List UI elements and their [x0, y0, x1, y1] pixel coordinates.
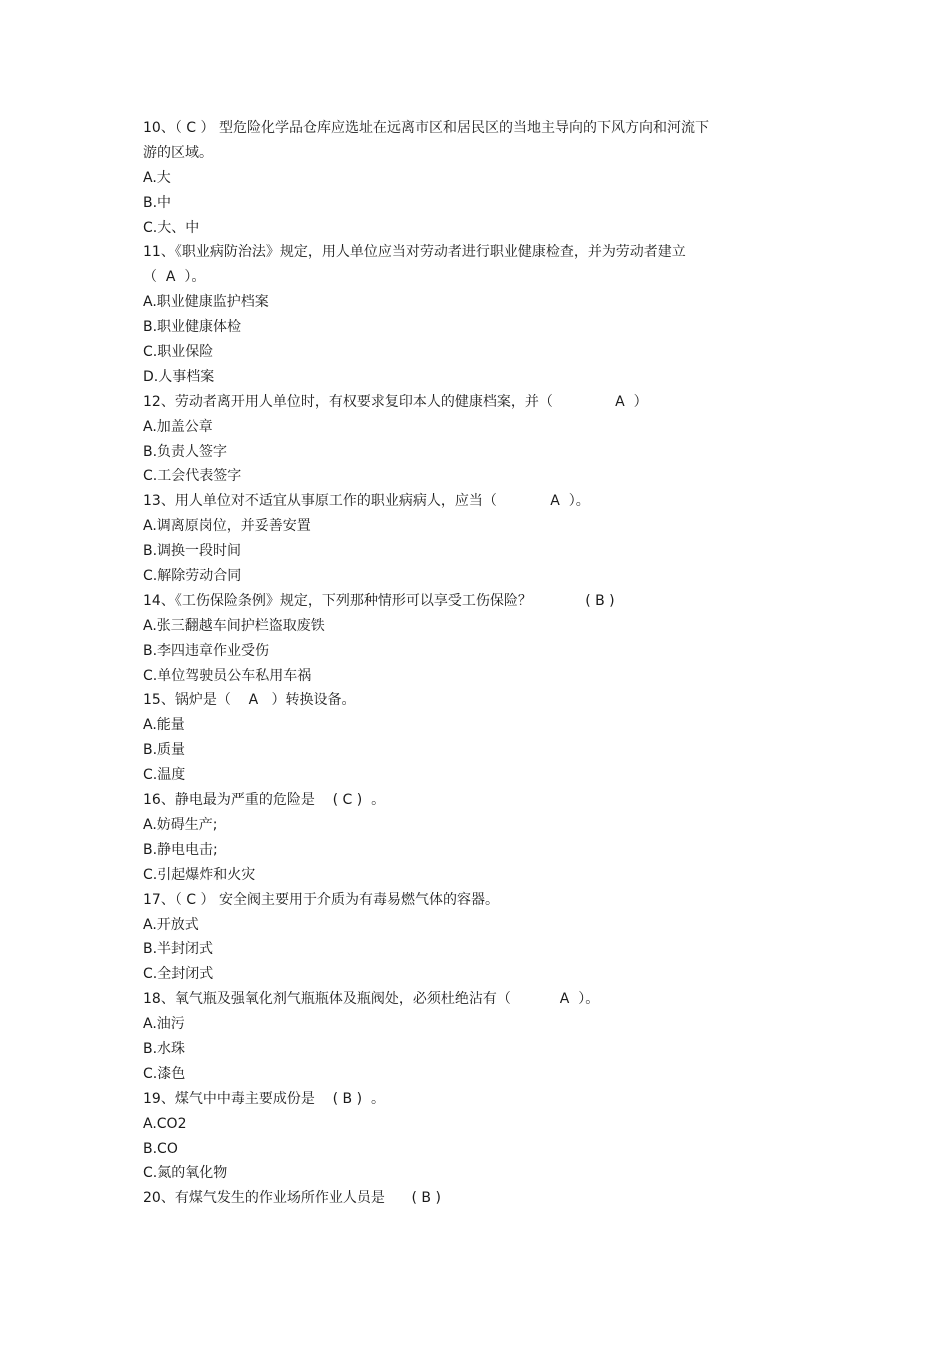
option-line: B.负责人签字	[143, 443, 228, 460]
option-line: B.调换一段时间	[143, 543, 242, 560]
option-line: C.单位驾驶员公车私用车祸	[143, 667, 312, 684]
question-11-text-cont: （ A ）。	[143, 269, 206, 286]
option-line: B.职业健康体检	[143, 319, 242, 336]
question-15-text: 15、锅炉是（ A ）转换设备。	[143, 692, 356, 709]
question-16-text: 16、静电最为严重的危险是 ( C ) 。	[143, 792, 386, 809]
question-14-text: 14、《工伤保险条例》规定，下列那种情形可以享受工伤保险？ ( B )	[143, 592, 615, 609]
option-line: B.CO	[143, 1140, 178, 1157]
option-line: C.全封闭式	[143, 966, 214, 983]
question-12-text: 12、劳动者离开用人单位时，有权要求复印本人的健康档案，并（ A ）	[143, 393, 648, 410]
option-line: C.温度	[143, 767, 186, 784]
option-line: C.氮的氧化物	[143, 1165, 228, 1182]
option-line: A.大	[143, 169, 171, 186]
question-13-text: 13、用人单位对不适宜从事原工作的职业病病人，应当（ A ）。	[143, 493, 590, 510]
option-line: C.解除劳动合同	[143, 568, 242, 585]
question-20-text: 20、有煤气发生的作业场所作业人员是 ( B )	[143, 1190, 441, 1207]
option-line: A.能量	[143, 717, 185, 734]
option-line: C.职业保险	[143, 344, 214, 361]
question-19-text: 19、煤气中中毒主要成份是 ( B ) 。	[143, 1090, 385, 1107]
option-line: C.漆色	[143, 1065, 186, 1082]
question-10-text-cont: 游的区域。	[143, 144, 213, 161]
option-line: C.大、中	[143, 219, 200, 236]
question-18-text: 18、氧气瓶及强氧化剂气瓶瓶体及瓶阀处，必须杜绝沾有（ A ）。	[143, 991, 600, 1008]
option-line: B.半封闭式	[143, 941, 214, 958]
question-list	[143, 116, 753, 1211]
option-line: A.加盖公章	[143, 418, 213, 435]
option-line: A.油污	[143, 1016, 185, 1033]
question-11-text: 11、《职业病防治法》规定，用人单位应当对劳动者进行职业健康检查，并为劳动者建立	[143, 244, 686, 261]
option-line: A.张三翻越车间护栏盗取废铁	[143, 617, 325, 634]
option-line: D.人事档案	[143, 368, 215, 385]
option-line: B.水珠	[143, 1040, 186, 1057]
option-line: A.CO2	[143, 1115, 187, 1132]
option-line: A.职业健康监护档案	[143, 294, 269, 311]
option-line: A.调离原岗位，并妥善安置	[143, 518, 311, 535]
option-line: B.质量	[143, 742, 186, 759]
option-line: C.工会代表签字	[143, 468, 242, 485]
question-10-text: 10、（ C ） 型危险化学品仓库应选址在远离市区和居民区的当地主导向的下风方向和河流下	[143, 120, 709, 136]
option-line: A.妨碍生产;	[143, 816, 218, 833]
option-line: C.引起爆炸和火灾	[143, 866, 256, 883]
option-line: B.中	[143, 194, 172, 211]
option-line: B.静电电击;	[143, 841, 218, 858]
question-17-text: 17、（ C ） 安全阀主要用于介质为有毒易燃气体的容器。	[143, 891, 499, 908]
option-line: A.开放式	[143, 916, 199, 933]
option-line: B.李四违章作业受伤	[143, 642, 270, 659]
